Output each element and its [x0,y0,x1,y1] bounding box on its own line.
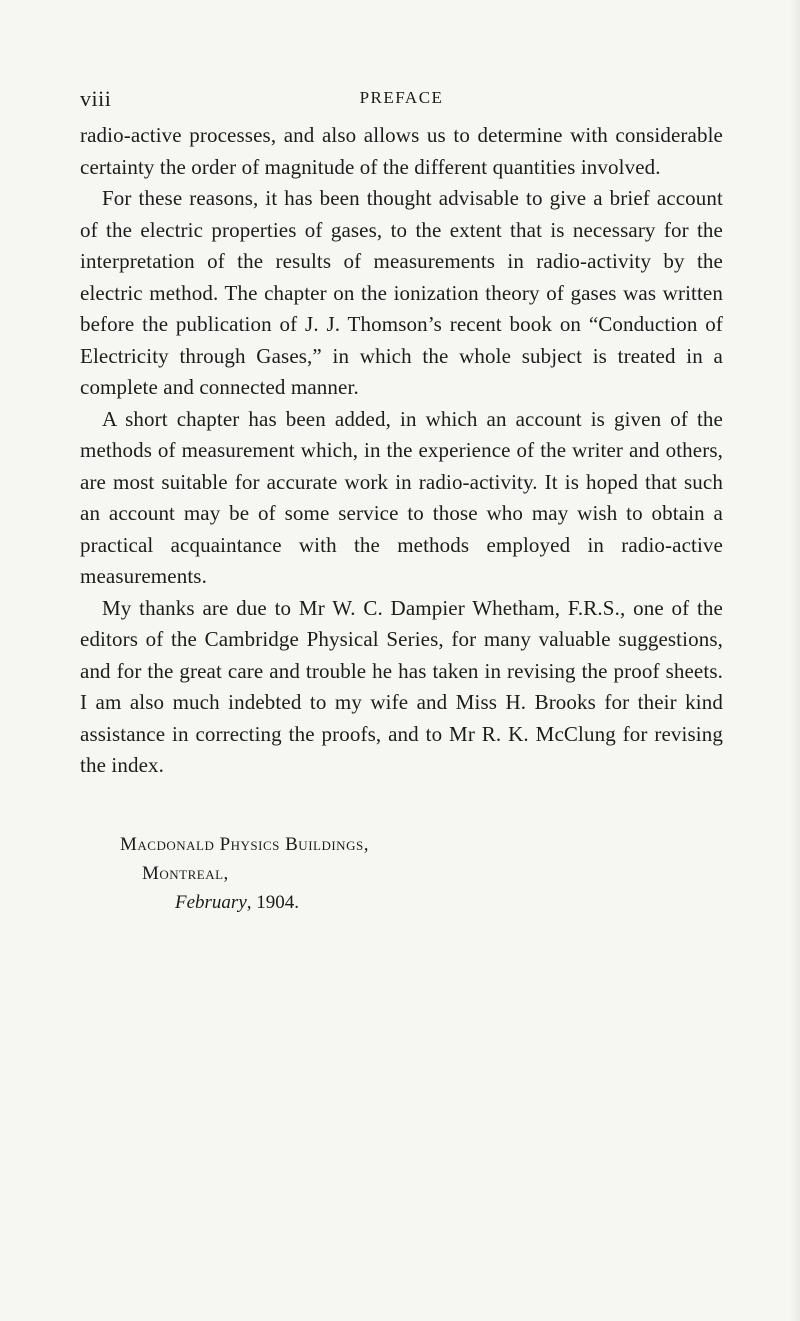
signature-year: , 1904. [246,892,300,913]
signature-location-line-2: Montreal, [142,863,229,884]
paragraph-continuation: radio-active processes, and also allows us to determine with considerable certainty the order of magnitude of the different quantities involved. [80,123,723,179]
signature-block [120,830,660,917]
paragraph-acknowledgements: My thanks are due to Mr W. C. Dampier Whetham, F.R.S., one of the editors of the Cambridge Physical Series, for many valuable suggestions, and for the great care and trouble he has taken in revising the proof sheets. I am also much indebted to my wife and Miss H. Brooks for their kind assistance in correcting the proofs, and to Mr R. K. McClung for revising the index. [80,595,723,777]
paragraph-methods-of-measurement: A short chapter has been added, in which an account is given of the methods of measurement which, in the experience of the writer and others, are most suitable for accurate work in radio-activity. It is hoped that such an account may be of some service to those who may wish to obtain a practical acquaintance with the methods employed in radio-active measurements. [80,406,723,588]
page-header [80,86,723,116]
signature-date [120,888,660,917]
page-number: viii [80,86,112,111]
signature-month: February [175,892,247,913]
paragraph-electric-properties: For these reasons, it has been thought advisable to give a brief account of the electric properties of gases, to the extent that is necessary for the interpretation of the results of measurements in radio-activity by the electric method. The chapter on the ionization theory of gases was written before the publication of J. J. Thomson’s recent book on “Conduction of Electricity through Gases,” in which the whole subject is treated in a complete and connected manner. [80,186,723,399]
preface-body [80,120,723,782]
signature-location-line-1: Macdonald Physics Buildings, [120,834,369,855]
page-edge-shadow [790,0,800,1321]
running-title: PREFACE [359,88,444,107]
